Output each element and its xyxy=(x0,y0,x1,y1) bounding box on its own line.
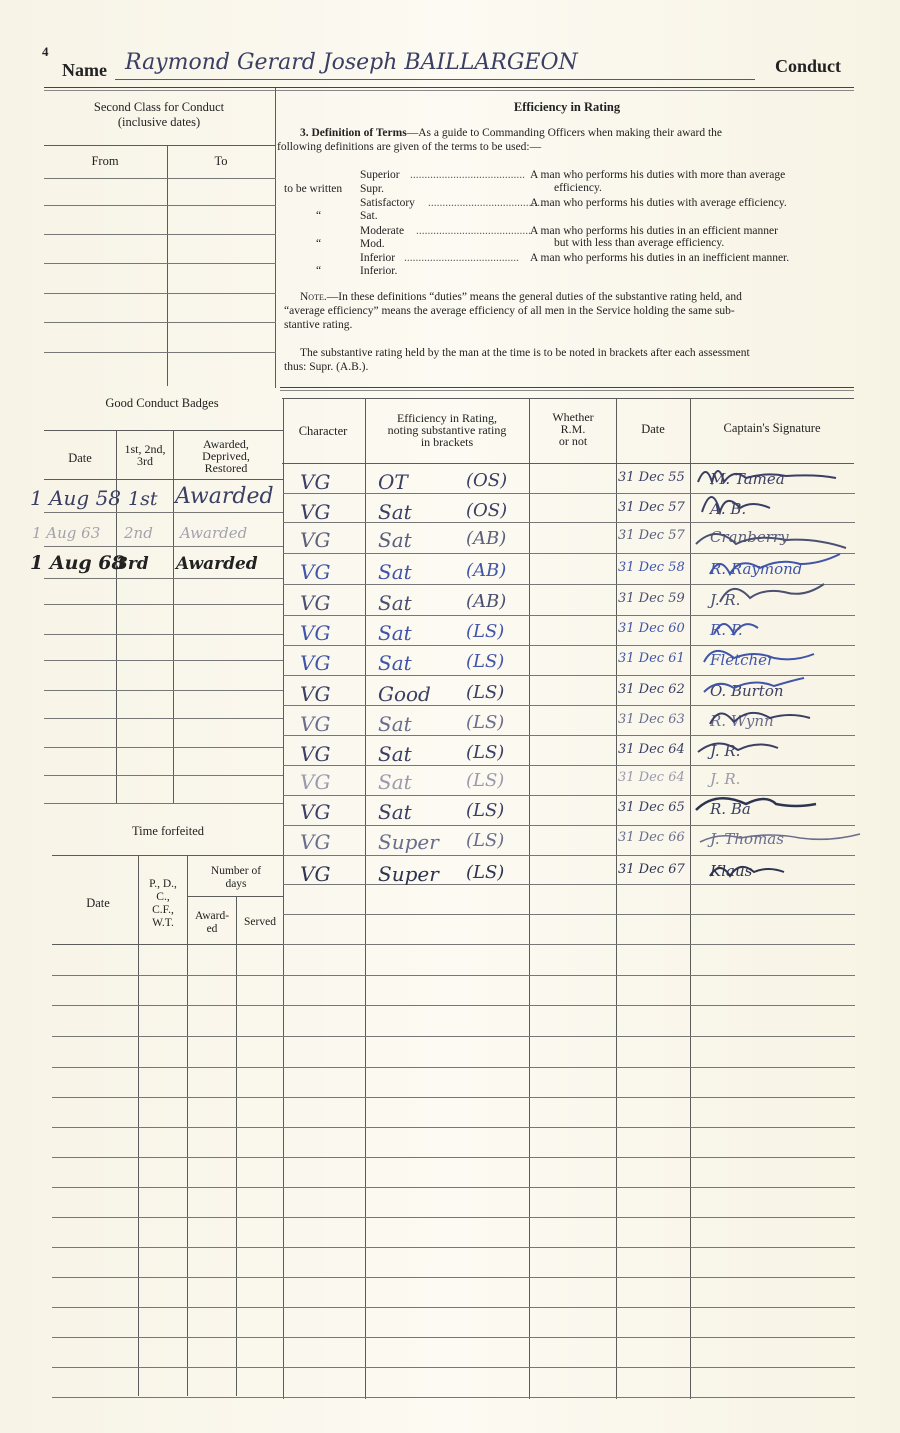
rating-date: 31 Dec 64 xyxy=(618,742,685,757)
gc-row-3-date: 1 Aug 68 xyxy=(30,552,125,574)
rating-substantive: (LS) xyxy=(466,712,505,733)
rating-substantive: (OS) xyxy=(466,500,508,521)
rt-col-efficiency-3: in brackets xyxy=(420,435,474,449)
gc-header-rule xyxy=(44,479,284,480)
rating-date: 31 Dec 57 xyxy=(618,528,685,543)
rating-substantive: (LS) xyxy=(466,742,505,763)
rating-substantive: (LS) xyxy=(466,682,505,703)
substantive-line-2: thus: Supr. (A.B.). xyxy=(284,361,369,373)
rating-efficiency: Sat xyxy=(378,621,412,645)
rating-signature: Klaus xyxy=(710,862,753,880)
rt-col-rm-1: Whether xyxy=(552,410,594,424)
rating-efficiency: Super xyxy=(378,862,439,886)
rating-character: VG xyxy=(300,651,331,675)
tf-col-number-2: days xyxy=(225,878,247,890)
tf-col-pd-4: W.T. xyxy=(152,917,174,929)
rating-date: 31 Dec 62 xyxy=(618,682,685,697)
rt-col-efficiency-1: Efficiency in Rating, xyxy=(396,411,498,425)
tf-col-date: Date xyxy=(86,896,110,910)
note-label: Note. xyxy=(300,291,327,303)
rating-substantive: (LS) xyxy=(466,651,505,672)
tf-rule xyxy=(52,855,284,856)
note-line-3: stantive rating. xyxy=(284,319,353,331)
gc-col-awarded-3: Restored xyxy=(204,461,248,475)
rating-efficiency: Sat xyxy=(378,770,412,794)
rating-substantive: (OS) xyxy=(466,470,508,491)
rating-character: VG xyxy=(300,830,331,854)
good-conduct-title: Good Conduct Badges xyxy=(105,396,219,410)
rating-substantive: (LS) xyxy=(466,830,505,851)
gc-col-awarded xyxy=(174,438,278,474)
rating-substantive: (LS) xyxy=(466,770,505,791)
gc-col-awarded-2: Deprived, xyxy=(202,449,250,463)
tf-col-pd-1: P., D., xyxy=(149,878,177,890)
term-inferior-def: A man who performs his duties in an inefficient manner. xyxy=(530,252,790,264)
rt-divider-0 xyxy=(283,399,284,1399)
rating-character: VG xyxy=(300,470,331,494)
term-superior: Superior xyxy=(360,169,400,181)
tf-col-number xyxy=(188,865,284,891)
tf-col-served: Served xyxy=(244,916,276,928)
ditto-mark: “ xyxy=(316,210,322,222)
good-conduct-rule xyxy=(44,430,284,431)
rt-col-rm-2: R.M. xyxy=(560,422,586,436)
second-class-divider xyxy=(167,146,168,386)
tf-col-pd-3: C.F., xyxy=(152,904,174,916)
gc-row-1-status: Awarded xyxy=(175,484,274,509)
page-number: 4 xyxy=(42,44,49,59)
rating-signature: J. R. xyxy=(710,742,741,760)
rt-top-rule xyxy=(282,398,854,399)
rating-character: VG xyxy=(300,500,331,524)
name-underline xyxy=(115,79,755,80)
rating-character: VG xyxy=(300,682,331,706)
definition-intro xyxy=(300,127,860,140)
tf-col-pd-2: C., xyxy=(156,891,170,903)
rt-divider-1 xyxy=(365,399,366,1399)
rating-substantive: (AB) xyxy=(466,591,507,612)
rt-col-signature: Captain's Signature xyxy=(723,421,821,435)
rating-date: 31 Dec 65 xyxy=(618,800,685,815)
gc-row-2-rank: 2nd xyxy=(124,524,153,542)
term-superior-abbr: Supr. xyxy=(360,183,384,195)
note-line-1: —In these definitions “duties” means the general duties of the substantive rating held, and xyxy=(326,291,742,303)
rating-signature: M. Tamea xyxy=(710,470,785,488)
definition-heading: 3. Definition of Terms xyxy=(300,127,407,139)
rt-divider-2 xyxy=(529,399,530,1399)
note-line-2: “average efficiency” means the average efficiency of all men in the Service holding the same sub- xyxy=(284,305,735,317)
gc-row-2-status: Awarded xyxy=(180,524,248,542)
top-rule-2 xyxy=(44,90,854,91)
rating-date: 31 Dec 57 xyxy=(618,500,685,515)
rating-efficiency: Sat xyxy=(378,500,412,524)
gc-row-1-rank: 1st xyxy=(128,488,158,510)
definitions-rule-2 xyxy=(280,390,854,391)
rating-efficiency: Sat xyxy=(378,712,412,736)
rt-col-efficiency-2: noting substantive rating xyxy=(387,423,507,437)
term-inferior-abbr: Inferior. xyxy=(360,265,398,277)
rating-date: 31 Dec 64 xyxy=(618,770,685,785)
rating-efficiency: Sat xyxy=(378,742,412,766)
rating-signature: Fletcher xyxy=(710,651,775,669)
term-satisfactory: Satisfactory xyxy=(360,197,415,209)
definition-intro-1: —As a guide to Commanding Officers when making their award the xyxy=(406,127,723,139)
rating-character: VG xyxy=(300,591,331,615)
rating-character: VG xyxy=(300,862,331,886)
rating-character: VG xyxy=(300,770,331,794)
rating-signature: J. Thomas xyxy=(710,830,784,848)
rating-character: VG xyxy=(300,560,331,584)
rating-signature: J. R. xyxy=(710,770,741,788)
rating-signature: A. B. xyxy=(710,500,747,518)
rt-col-date: Date xyxy=(641,422,665,436)
tf-col-awarded xyxy=(188,910,236,936)
second-class-title: Second Class for Conduct xyxy=(93,100,225,114)
gc-row-3-status: Awarded xyxy=(176,554,258,574)
rating-signature: R. Raymond xyxy=(710,560,803,578)
rating-signature: J. R. xyxy=(710,591,741,609)
rating-date: 31 Dec 66 xyxy=(618,830,685,845)
ditto-mark: “ xyxy=(316,238,322,250)
rating-efficiency: Sat xyxy=(378,560,412,584)
time-forfeited-title: Time forfeited xyxy=(131,824,205,838)
rt-col-efficiency xyxy=(366,412,528,448)
rating-character: VG xyxy=(300,712,331,736)
term-moderate-abbr: Mod. xyxy=(360,238,385,250)
rating-signature: O. Burton xyxy=(710,682,784,700)
rt-divider-3 xyxy=(616,399,617,1399)
definition-intro-2: following definitions are given of the terms to be used:— xyxy=(277,141,542,153)
term-moderate-def: A man who performs his duties in an efficient manner xyxy=(530,225,778,237)
rating-character: VG xyxy=(300,528,331,552)
rt-col-rm xyxy=(530,411,616,447)
tf-divider-3 xyxy=(236,897,237,1396)
note xyxy=(300,291,860,304)
tf-col-awarded-2: ed xyxy=(206,923,218,935)
rating-date: 31 Dec 67 xyxy=(618,862,685,877)
left-divider-top xyxy=(275,88,276,388)
dots: ........................................ xyxy=(404,252,519,264)
term-moderate: Moderate xyxy=(360,225,405,237)
rating-date: 31 Dec 60 xyxy=(618,621,685,636)
col-to: To xyxy=(214,154,228,168)
rating-substantive: (AB) xyxy=(466,528,507,549)
second-class-rule xyxy=(44,145,276,146)
substantive-line-1: The substantive rating held by the man at the time is to be noted in brackets after each assessment xyxy=(300,347,750,359)
rating-substantive: (LS) xyxy=(466,862,505,883)
tf-col-number-1: Number of xyxy=(210,865,262,877)
gc-col-awarded-1: Awarded, xyxy=(203,437,249,451)
definitions-rule xyxy=(280,387,854,388)
rating-efficiency: Super xyxy=(378,830,439,854)
term-inferior: Inferior xyxy=(360,252,396,264)
gc-col-rank-2: 3rd xyxy=(137,454,153,468)
gc-row-2-date: 1 Aug 63 xyxy=(32,524,101,542)
dots: ........................................ xyxy=(410,169,525,181)
gc-col-date: Date xyxy=(68,451,92,465)
rating-efficiency: Sat xyxy=(378,591,412,615)
tf-divider-2 xyxy=(187,856,188,1396)
rating-date: 31 Dec 59 xyxy=(618,591,685,606)
second-class-subtitle: (inclusive dates) xyxy=(117,115,201,129)
ditto-mark: “ xyxy=(316,265,322,277)
efficiency-title: Efficiency in Rating xyxy=(513,100,621,114)
rating-signature: R. Ba xyxy=(710,800,751,818)
col-from: From xyxy=(91,154,119,168)
rating-efficiency: Sat xyxy=(378,528,412,552)
rt-col-character: Character xyxy=(298,424,348,438)
rating-efficiency: Good xyxy=(378,682,431,706)
rating-substantive: (LS) xyxy=(466,621,505,642)
captain-signatures xyxy=(690,462,865,892)
rating-signature: R. P. xyxy=(710,621,743,639)
section-title: Conduct xyxy=(775,56,842,76)
rating-date: 31 Dec 58 xyxy=(618,560,685,575)
rating-date: 31 Dec 61 xyxy=(618,651,685,666)
tf-divider-1 xyxy=(138,856,139,1396)
term-superior-def: A man who performs his duties with more than average xyxy=(530,169,786,181)
dots: ........................................ xyxy=(416,225,531,237)
to-be-written: to be written xyxy=(284,183,343,195)
gc-row-3-rank: 3rd xyxy=(116,554,149,574)
name-value: Raymond Gerard Joseph BAILLARGEON xyxy=(125,50,578,75)
gc-col-rank xyxy=(117,443,173,467)
rating-efficiency: OT xyxy=(378,470,408,494)
term-moderate-def2: but with less than average efficiency. xyxy=(554,237,725,249)
rating-substantive: (LS) xyxy=(466,800,505,821)
tf-col-pd xyxy=(140,878,186,930)
term-satisfactory-abbr: Sat. xyxy=(360,210,378,222)
rating-efficiency: Sat xyxy=(378,800,412,824)
rt-col-rm-3: or not xyxy=(558,434,588,448)
gc-col-rank-1: 1st, 2nd, xyxy=(124,442,166,456)
rating-character: VG xyxy=(300,742,331,766)
term-superior-def2: efficiency. xyxy=(554,182,602,194)
tf-col-awarded-1: Award- xyxy=(194,910,230,922)
rating-signature: Cranberry xyxy=(710,528,789,546)
name-label: Name xyxy=(62,60,107,80)
rating-efficiency: Sat xyxy=(378,651,412,675)
rating-date: 31 Dec 55 xyxy=(618,470,685,485)
rating-character: VG xyxy=(300,800,331,824)
rating-date: 31 Dec 63 xyxy=(618,712,685,727)
tf-header-rule xyxy=(52,944,284,945)
rating-substantive: (AB) xyxy=(466,560,507,581)
rating-character: VG xyxy=(300,621,331,645)
rating-signature: R. Wynn xyxy=(710,712,774,730)
dots: ........................................ xyxy=(428,197,543,209)
gc-row-1-date: 1 Aug 58 xyxy=(30,486,122,510)
top-rule xyxy=(44,87,854,88)
term-satisfactory-def: A man who performs his duties with average efficiency. xyxy=(530,197,787,209)
